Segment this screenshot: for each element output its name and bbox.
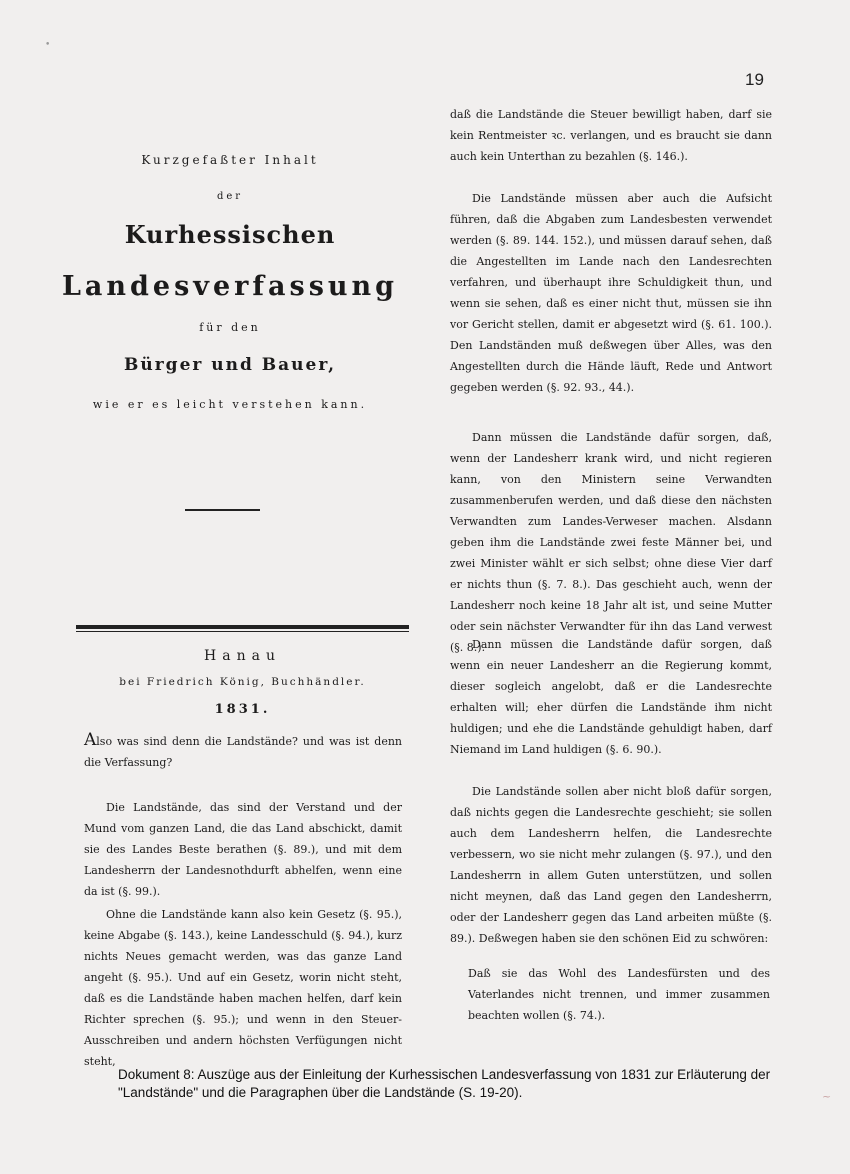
title-divider (185, 509, 260, 511)
document-caption (118, 1066, 798, 1102)
title-line-kurzgefasster-inhalt: Kurzgefaßter Inhalt (141, 153, 319, 167)
right-paragraph-aufsicht: Die Landstände müssen aber auch die Aufsicht führen, daß die Abgaben zum Landesbesten verwendet werden (§. 89. 144. 152.), und müssen darauf sehen, daß die Angestellten im Lande nach den Landesrechten verfahren, und überhaupt ihre Schuldigkeit thun, und wenn sie sehen, daß es einer nicht thut, müssen sie ihn vor Gericht stellen, damit er abgesetzt wird (§. 61. 100.). Den Landständen muß deßwegen über Alles, was den Angestellten durch die Hände läuft, Rede und Antwort gegeben werden (§. 92. 93., 44.). (450, 192, 772, 394)
title-line-buerger-und-bauer: Bürger und Bauer, (124, 355, 336, 375)
left-paragraph-ohne-landstaende: Ohne die Landstände kann also kein Gesetz (§. 95.), keine Abgabe (§. 143.), keine Landesschuld (§. 94.), kurz nichts Neues gemacht werden, was das ganze Land angeht (§. 95.). Und auf ein Gesetz, worin nicht steht, daß es die Landstände haben machen helfen, darf kein Richter sprechen (§. 95.); und wenn in den Steuer-Ausschreiben und andern höchsten Verfügungen nicht steht, (84, 908, 402, 1068)
left-paragraph-landstaende: Die Landstände, das sind der Verstand und der Mund vom ganzen Land, die das Land abschickt, damit sie des Landes Beste berathen (§. 89.), und mit dem Landesherrn der Landesnothdurft abhelfen, wenn eine da ist (§. 99.). (84, 801, 402, 898)
right-quote-eid: Daß sie das Wohl des Landesfürsten und des Vaterlandes nicht trennen, und immer zusammen beachten wollen (§. 74.). (468, 967, 770, 1022)
right-paragraph-verbessern: Die Landstände sollen aber nicht bloß dafür sorgen, daß nichts gegen die Landesrechte geschieht; sie sollen auch dem Landesherrn helfen, die Landesrechte verbessern, wo sie nicht mehr zulangen (§. 97.), und den Landesherrn in allem Guten unterstützen, und sollen nicht meynen, daß das Land gegen den Landesherrn, oder der Landesherr gegen das Land arbeiten müßte (§. 89.). Deßwegen haben sie den schönen Eid zu schwören: (450, 785, 772, 945)
right-paragraph-continuation: daß die Landstände die Steuer bewilligt haben, darf sie kein Rentmeister ꝛc. verlangen, und es braucht sie dann auch kein Unterthan zu bezahlen (§. 146.). (450, 108, 772, 163)
caption-text: Auszüge aus der Einleitung der Kurhessischen Landesverfassung von 1831 zur Erläuterung der "Landstände" und die Paragraphen über die Landstände (S. 19-20). (118, 1067, 771, 1100)
right-paragraph-landesherr-krank: Dann müssen die Landstände dafür sorgen, daß, wenn der Landesherr krank wird, und nicht regieren kann, von den Ministern seine Verwandten zusammenberufen werden, und daß diese den nächsten Verwandten zum Landes-Verweser machen. Alsdann geben ihm die Landstände zwei feste Männer bei, und zwei Minister wählt er sich selbst; ohne diese Vier darf er nichts thun (§. 7. 8.). Das geschieht auch, wenn der Landesherr noch keine 18 Jahr alt ist, und seine Mutter oder sein nächster Verwandter für ihn das Land verwest (§. 8.). (450, 431, 772, 654)
title-line-kurhessischen: Kurhessischen (124, 220, 336, 249)
corner-pencil-mark: ~ (822, 1090, 832, 1103)
page-number: 19 (745, 70, 764, 89)
scan-speck: • (45, 40, 51, 50)
left-paragraph-question: Also was sind denn die Landstände? und was ist denn die Verfassung? (84, 730, 402, 769)
title-line-der: der (216, 191, 244, 202)
title-line-wie-er-es: wie er es leicht verstehen kann. (92, 398, 368, 411)
title-line-landesverfassung: Landesverfassung (61, 271, 399, 302)
imprint-year: 1831. (214, 702, 271, 717)
title-line-fuer-den: für den (199, 321, 261, 334)
imprint-publisher: bei Friedrich König, Buchhändler. (119, 676, 366, 688)
right-paragraph-neuer-landesherr: Dann müssen die Landstände dafür sorgen, daß wenn ein neuer Landesherr an die Regierung kommt, dieser sogleich angelobt, daß er die Landesrechte erhalten will; eher dürfen die Landstände ihm nicht huldigen; und ehe die Landstände gehuldigt haben, darf Niemand im Land huldigen (§. 6. 90.). (450, 638, 772, 756)
caption-label: Dokument 8: (118, 1067, 195, 1082)
imprint-place: Hanau (204, 648, 281, 664)
imprint-double-rule (76, 625, 409, 632)
